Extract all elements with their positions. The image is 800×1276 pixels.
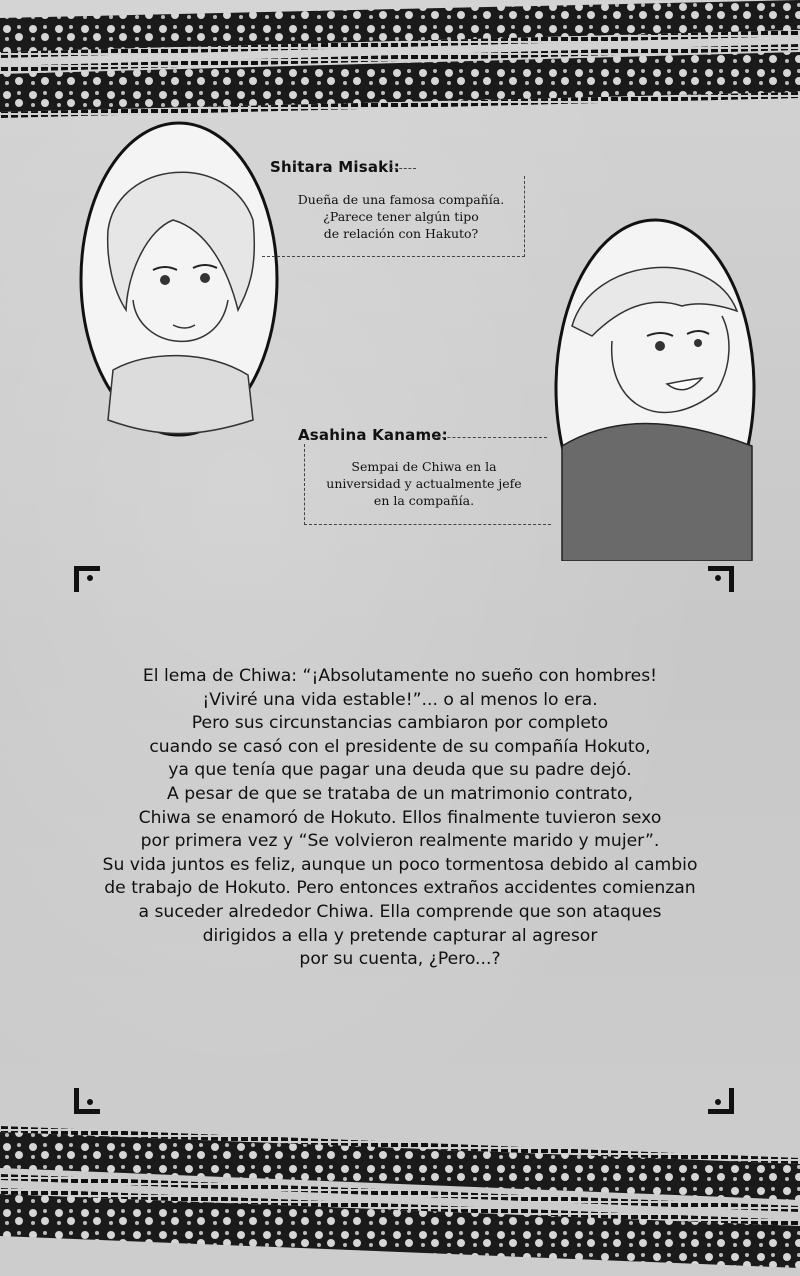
portrait-woman-icon bbox=[78, 120, 280, 438]
character-description-shitara bbox=[270, 191, 532, 242]
description-line: Dueña de una famosa compañía. bbox=[297, 192, 505, 207]
synopsis-line: ¡Viviré una vida estable!”... o al menos lo era. bbox=[202, 689, 598, 710]
character-description-asahina bbox=[304, 458, 544, 509]
synopsis-line: A pesar de que se trataba de un matrimonio contrato, bbox=[167, 783, 633, 804]
synopsis-line: por su cuenta, ¿Pero...? bbox=[299, 949, 501, 970]
description-line: Sempai de Chiwa en la bbox=[351, 459, 497, 474]
top-lace-border-icon bbox=[0, 0, 800, 140]
description-line: universidad y actualmente jefe bbox=[326, 476, 522, 491]
name-underline bbox=[427, 437, 547, 438]
character-name-asahina: Asahina Kaname: bbox=[298, 426, 448, 444]
description-line: en la compañía. bbox=[373, 493, 475, 508]
synopsis-line: El lema de Chiwa: “¡Absolutamente no sueño con hombres! bbox=[142, 666, 658, 686]
corner-ornament-icon bbox=[70, 1086, 102, 1118]
synopsis-line: Pero sus circunstancias cambiaron por completo bbox=[191, 713, 609, 734]
bottom-lace-border-icon bbox=[0, 1118, 800, 1276]
synopsis-line: de trabajo de Hokuto. Pero entonces extraños accidentes comienzan bbox=[104, 878, 696, 899]
synopsis-line: Su vida juntos es feliz, aunque un poco tormentosa debido al cambio bbox=[102, 854, 698, 875]
synopsis-line: dirigidos a ella y pretende capturar al agresor bbox=[202, 925, 598, 946]
synopsis-text bbox=[40, 665, 760, 972]
synopsis-line: por primera vez y “Se volvieron realmente marido y mujer”. bbox=[140, 831, 660, 852]
synopsis-line: cuando se casó con el presidente de su compañía Hokuto, bbox=[149, 736, 651, 757]
synopsis-line: a suceder alrededor Chiwa. Ella comprende que son ataques bbox=[138, 901, 662, 922]
description-line: ¿Parece tener algún tipo bbox=[323, 209, 479, 224]
corner-ornament-icon bbox=[706, 1086, 738, 1118]
corner-ornament-icon bbox=[706, 562, 738, 594]
character-name-shitara: Shitara Misaki: bbox=[270, 158, 400, 176]
description-line: de relación con Hakuto? bbox=[323, 226, 479, 241]
corner-ornament-icon bbox=[70, 562, 102, 594]
synopsis-line: Chiwa se enamoró de Hokuto. Ellos finalmente tuvieron sexo bbox=[138, 807, 662, 828]
synopsis-line: ya que tenía que pagar una deuda que su padre dejó. bbox=[168, 760, 632, 781]
name-underline bbox=[390, 168, 416, 169]
portrait-man-icon bbox=[552, 216, 758, 561]
